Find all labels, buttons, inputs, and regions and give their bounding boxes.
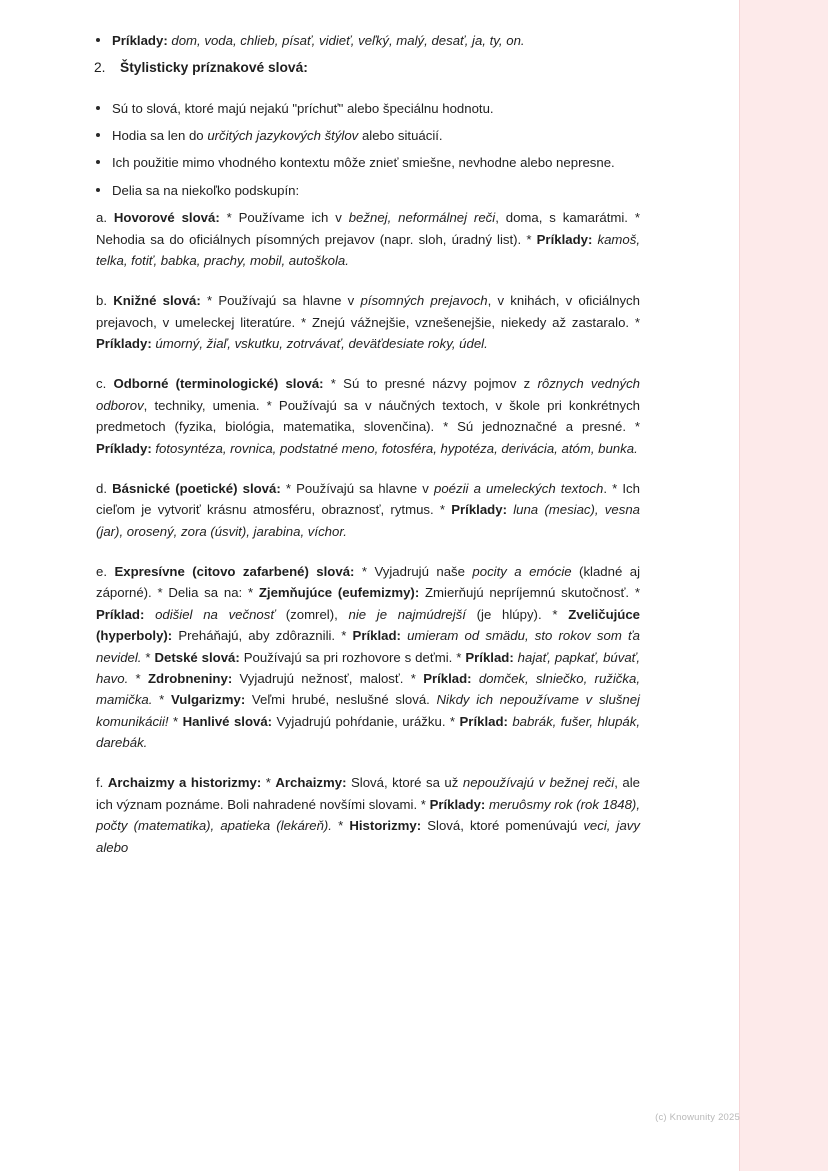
text-run: a. <box>96 210 114 226</box>
italic-run: pocity a emócie <box>472 564 572 580</box>
watermark: (c) Knowunity 2025 <box>655 1112 740 1123</box>
text-run: Delia sa na niekoľko podskupín: <box>112 182 300 198</box>
text-run: d. <box>96 480 113 496</box>
italic-run: veci, javy alebo <box>96 818 640 855</box>
paragraph-odborne-slova <box>86 373 642 459</box>
text-run: * <box>331 818 350 834</box>
bold-run: Príklady: <box>536 231 593 247</box>
bold-run: Detské slová: <box>154 649 240 665</box>
text-run: * Používajú sa hlavne v <box>200 293 361 309</box>
italic-run: úmorný, žiaľ, vskutku, zotrvávať, deväťdesiate roky, údel. <box>151 336 488 352</box>
section-number: 2. <box>94 60 106 76</box>
paragraph-basnicke-slova <box>86 478 642 542</box>
bold-run: Príklady: <box>96 336 152 352</box>
bold-run: Príklady: <box>451 502 507 518</box>
italic-run: odišiel na večnosť <box>144 606 276 622</box>
italic-run: babrák, fušer, hlupák, darebák. <box>96 713 640 751</box>
text-run: Hodia sa len do <box>112 128 208 144</box>
italic-run: kamoš, telka, fotiť, babka, prachy, mobil, autoškola. <box>96 231 641 268</box>
text-run: (je hlúpy). * <box>465 606 569 622</box>
bold-run: Príklady: <box>96 440 152 456</box>
text-run: , ale ich význam poznáme. Boli nahradené novšími slovami. * <box>96 775 640 812</box>
italic-run: písomných prejavoch <box>360 293 488 309</box>
italic-run: Nikdy ich nepoužívame v slušnej komunikácii! <box>96 692 640 729</box>
bold-run: Archaizmy a historizmy: <box>107 775 262 791</box>
bold-run: Zdrobneniny: <box>147 670 233 686</box>
bold-run: Hovorové slová: <box>113 210 220 226</box>
paragraph-expresivne-slova <box>86 561 642 753</box>
italic-run: rôznych vedných odborov <box>96 376 640 413</box>
bold-run: Príklady: <box>429 796 486 812</box>
bold-run: Archaizmy: <box>275 775 347 791</box>
bold-run: Príklad: <box>465 649 514 665</box>
italic-run: bežnej, neformálnej reči <box>348 210 496 226</box>
bold-run: Príklad: <box>423 670 472 686</box>
text-run: Ich použitie mimo vhodného kontextu môže znieť smiešne, nevhodne alebo nepresne. <box>112 155 615 171</box>
text-run: * <box>141 649 155 665</box>
text-run: Slová, ktoré pomenúvajú <box>421 818 584 834</box>
text-run: c. <box>96 376 114 392</box>
text-run: * Používajú sa hlavne v <box>280 480 434 496</box>
text-run: * <box>152 692 171 708</box>
bold-run: Príklad: <box>459 713 508 729</box>
text-run: Sú to slová, ktoré majú nejakú "príchuť" alebo špeciálnu hodnotu. <box>112 100 494 116</box>
page-side-band <box>739 0 828 1171</box>
text-run: Preháňajú, aby zdôraznili. * <box>172 628 353 644</box>
paragraph-container <box>86 207 642 858</box>
text-run: Používajú sa pri rozhovore s deťmi. * <box>239 649 466 665</box>
italic-run: domček, slniečko, ružička, mamička. <box>96 670 640 708</box>
paragraph-archaizmy-historizmy <box>86 772 642 858</box>
text-run: b. <box>96 293 114 309</box>
text-run: * Vyjadrujú naše <box>354 564 473 580</box>
list-item <box>86 152 642 173</box>
text-run: * Sú to presné názvy pojmov z <box>323 376 538 392</box>
text-run: * Používame ich v <box>219 210 349 226</box>
bold-run: Odborné (terminologické) slová: <box>113 376 324 392</box>
text-run: , doma, s kamarátmi. * Nehodia sa do oficiálnych písomných prejavov (napr. sloh, úradný list). * <box>96 210 640 247</box>
text-run: * <box>128 670 148 686</box>
examples-label: Príklady: <box>112 33 168 48</box>
text-run: , techniky, umenia. * Používajú sa v náučných textoch, v škole pri konkrétnych predmetoch (fyzika, biológia, matematika, slovenčina). * Sú jednoznačné a presné. * <box>96 397 640 435</box>
text-run: Zmierňujú nepríjemnú skutočnosť. * <box>419 585 640 601</box>
italic-run: určitých jazykových štýlov <box>207 128 359 144</box>
text-run: (kladné aj záporné). * Delia sa na: * <box>96 564 641 601</box>
text-run: . * Ich cieľom je vytvoriť krásnu atmosféru, obraznosť, rytmus. * <box>96 480 640 518</box>
intro-bullet-list <box>86 98 642 202</box>
italic-run: umieram od smädu, sto rokov som ťa nevidel. <box>96 628 640 665</box>
bold-run: Hanlivé slová: <box>182 713 273 729</box>
bold-run: Knižné slová: <box>113 293 201 309</box>
text-run: Vyjadrujú nežnosť, malosť. * <box>232 670 424 686</box>
bold-run: Zveličujúce (hyperboly): <box>96 606 641 644</box>
list-item <box>86 180 642 201</box>
bold-run: Príklad: <box>352 628 401 644</box>
bold-run: Expresívne (citovo zafarbené) slová: <box>114 564 355 580</box>
bold-run: Príklad: <box>96 606 145 622</box>
text-run: * <box>168 713 183 729</box>
examples-bullet-list <box>86 30 642 51</box>
italic-run: nie je najmúdrejší <box>348 606 466 622</box>
list-item <box>86 30 642 51</box>
italic-run: nepoužívajú v bežnej reči <box>462 775 615 791</box>
italic-run: luna (mesiac), vesna (jar), orosený, zora (úsvit), jarabina, víchor. <box>96 502 640 539</box>
text-run: alebo situácií. <box>358 128 443 144</box>
page-title: Štylisticky príznakové slová: <box>120 60 308 76</box>
italic-run: hajať, papkať, búvať, havo. <box>96 649 641 686</box>
bold-run: Historizmy: <box>349 818 422 834</box>
italic-run: meruôsmy rok (rok 1848), počty (matematika), apatieka (lekáreň). <box>96 796 640 834</box>
bold-run: Básnické (poetické) slová: <box>112 480 281 496</box>
text-run: e. <box>96 564 115 580</box>
paragraph-knizne-slova <box>86 290 642 354</box>
bold-run: Zjemňujúce (eufemizmy): <box>258 585 420 601</box>
text-run: Vyjadrujú pohŕdanie, urážku. * <box>272 713 460 729</box>
examples-text: dom, voda, chlieb, písať, vidieť, veľký, malý, desať, ja, ty, on. <box>171 33 525 48</box>
text-run: Slová, ktoré sa už <box>346 775 463 791</box>
italic-run: poézii a umeleckých textoch <box>433 480 604 496</box>
bold-run: Vulgarizmy: <box>170 692 246 708</box>
text-run: Veľmi hrubé, neslušné slová. <box>245 692 437 708</box>
text-run: (zomrel), <box>275 606 349 622</box>
list-item <box>86 125 642 146</box>
paragraph-hovorove-slova <box>86 207 642 271</box>
italic-run: fotosyntéza, rovnica, podstatné meno, fotosféra, hypotéza, derivácia, atóm, bunka. <box>151 440 638 456</box>
document-content <box>86 30 642 877</box>
text-run: * <box>261 775 276 791</box>
text-run: f. <box>96 775 108 791</box>
list-item <box>86 98 642 119</box>
section-heading <box>86 57 642 79</box>
text-run: , v knihách, v oficiálnych prejavoch, v umeleckej literatúre. * Znejú vážnejšie, vznešenejšie, niekedy až zastaralo. * <box>96 293 640 330</box>
